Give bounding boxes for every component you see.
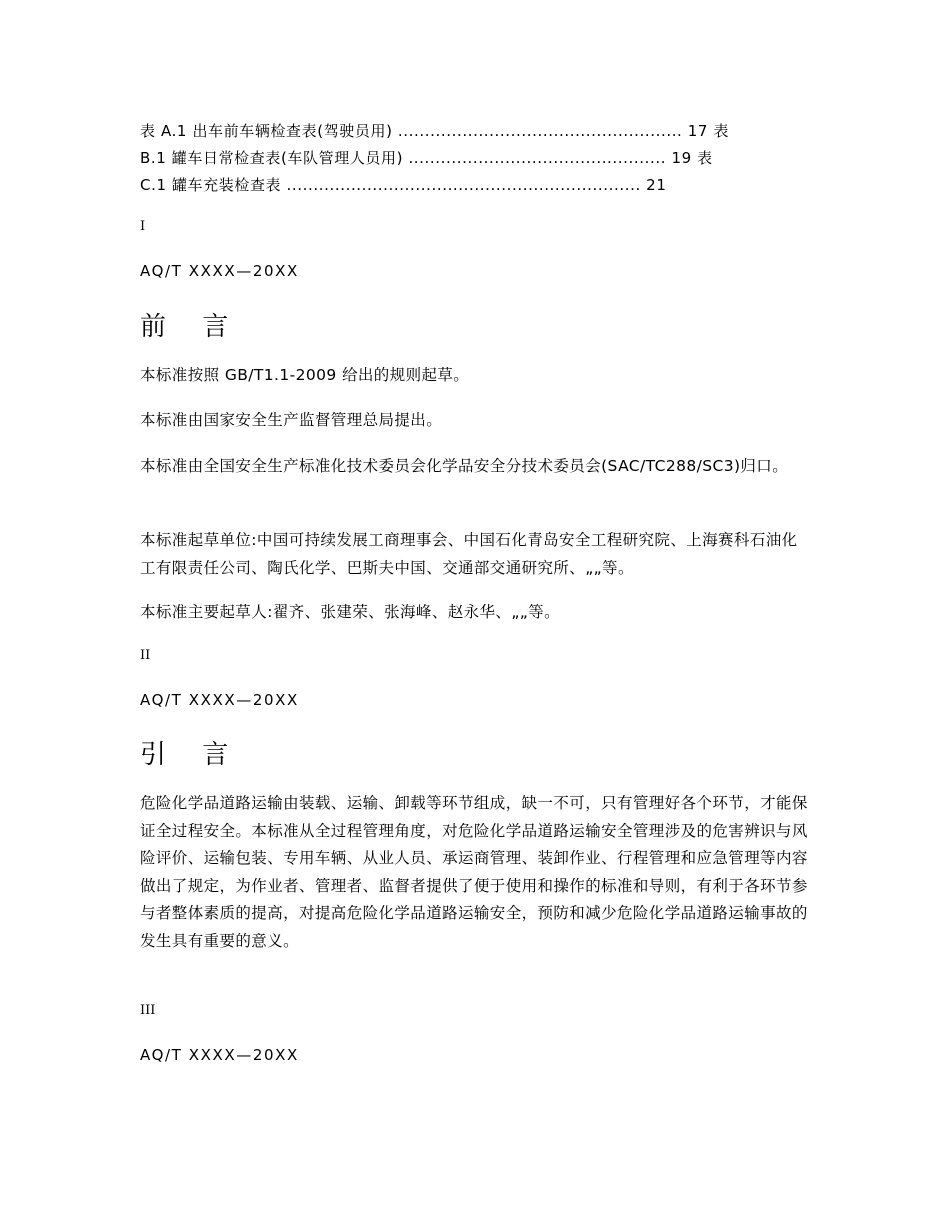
- toc-line[interactable]: B.1 罐车日常检查表(车队管理人员用) ................................................ 19 表: [140, 149, 713, 167]
- standard-code-header: AQ/T XXXX—20XX: [140, 1046, 299, 1064]
- page-number: III: [140, 1003, 156, 1018]
- introduction-paragraph: 危险化学品道路运输由装载、运输、卸载等环节组成，缺一不可，只有管理好各个环节，才能保证全过程安全。本标准从全过程管理角度，对危险化学品道路运输安全管理涉及的危害辨识与风险评价、运输包装、专用车辆、从业人员、承运商管理、装卸作业、行程管理和应急管理等内容做出了规定，为作业者、管理者、监督者提供了便于使用和操作的标准和导则，有利于各环节参与者整体素质的提高，对提高危险化学品道路运输安全，预防和减少危险化学品道路运输事故的发生具有重要的意义。: [140, 794, 808, 950]
- foreword-paragraph: 本标准由国家安全生产监督管理总局提出。: [140, 411, 443, 429]
- foreword-paragraph: 本标准起草单位:中国可持续发展工商理事会、中国石化青岛安全工程研究院、上海赛科石油化工有限责任公司、陶氏化学、巴斯夫中国、交通部交通研究所、„„等。: [140, 531, 798, 577]
- foreword-paragraph: 本标准按照 GB/T1.1-2009 给出的规则起草。: [140, 366, 470, 384]
- toc-line[interactable]: 表 A.1 出车前车辆检查表(驾驶员用) ..................................................... 17 表: [140, 122, 730, 140]
- foreword-paragraph: 本标准由全国安全生产标准化技术委员会化学品安全分技术委员会(SAC/TC288/SC3)归口。: [140, 457, 789, 475]
- standard-code-header: AQ/T XXXX—20XX: [140, 262, 299, 280]
- foreword-title: 前 言: [140, 312, 243, 342]
- page-number: II: [140, 648, 151, 663]
- toc-line[interactable]: C.1 罐车充装检查表 .................................................................. 21: [140, 176, 667, 194]
- standard-code-header: AQ/T XXXX—20XX: [140, 691, 299, 709]
- table-of-contents: [140, 118, 820, 199]
- page-number: I: [140, 219, 146, 234]
- foreword-paragraph: 本标准主要起草人:翟齐、张建荣、张海峰、赵永华、„„等。: [140, 603, 560, 621]
- introduction-title: 引 言: [140, 740, 243, 770]
